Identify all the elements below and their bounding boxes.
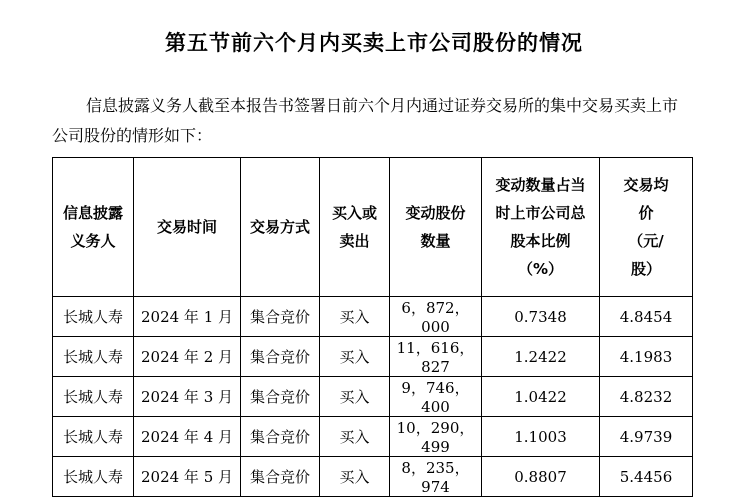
cell-price: 5.4456 [600,457,693,497]
table-row [53,417,693,457]
cell-trade-time: 2024 年 2 月 [134,337,241,377]
cell-price: 4.8232 [600,377,693,417]
cell-discloser: 长城人寿 [53,417,134,457]
table-row [53,377,693,417]
cell-trade-method: 集合竞价 [241,377,320,417]
cell-shares: 8，235，974 [390,457,482,497]
cell-direction: 买入 [320,337,390,377]
cell-trade-time: 2024 年 3 月 [134,377,241,417]
table-row [53,337,693,377]
cell-trade-time: 2024 年 1 月 [134,297,241,337]
cell-direction: 买入 [320,457,390,497]
cell-shares: 10，290，499 [390,417,482,457]
cell-trade-method: 集合竞价 [241,457,320,497]
cell-ratio: 1.2422 [482,337,600,377]
header-trade-method: 交易方式 [241,158,320,297]
cell-price: 4.1983 [600,337,693,377]
cell-trade-time: 2024 年 4 月 [134,417,241,457]
cell-direction: 买入 [320,297,390,337]
header-buy-or-sell: 买入或 卖出 [320,158,390,297]
cell-trade-time: 2024 年 5 月 [134,457,241,497]
header-change-ratio: 变动数量占当 时上市公司总 股本比例 （%） [482,158,600,297]
table-row [53,457,693,497]
share-trading-table [52,157,693,497]
cell-ratio: 1.0422 [482,377,600,417]
cell-direction: 买入 [320,417,390,457]
cell-shares: 6，872，000 [390,297,482,337]
header-shares-changed: 变动股份 数量 [390,158,482,297]
cell-ratio: 1.1003 [482,417,600,457]
cell-ratio: 0.8807 [482,457,600,497]
cell-discloser: 长城人寿 [53,457,134,497]
cell-ratio: 0.7348 [482,297,600,337]
cell-discloser: 长城人寿 [53,337,134,377]
header-discloser: 信息披露 义务人 [53,158,134,297]
table-header-row [53,158,693,297]
page-title: 第五节前六个月内买卖上市公司股份的情况 [165,30,583,55]
cell-price: 4.9739 [600,417,693,457]
header-average-price: 交易均 价 （元/ 股） [600,158,693,297]
cell-discloser: 长城人寿 [53,297,134,337]
cell-price: 4.8454 [600,297,693,337]
cell-trade-method: 集合竞价 [241,417,320,457]
cell-shares: 9，746，400 [390,377,482,417]
cell-trade-method: 集合竞价 [241,297,320,337]
table-row [53,297,693,337]
cell-trade-method: 集合竞价 [241,337,320,377]
cell-discloser: 长城人寿 [53,377,134,417]
intro-paragraph: 信息披露义务人截至本报告书签署日前六个月内通过证券交易所的集中交易买卖上市公司股份的情形如下： [52,96,679,145]
cell-shares: 11，616，827 [390,337,482,377]
cell-direction: 买入 [320,377,390,417]
header-trade-time: 交易时间 [134,158,241,297]
